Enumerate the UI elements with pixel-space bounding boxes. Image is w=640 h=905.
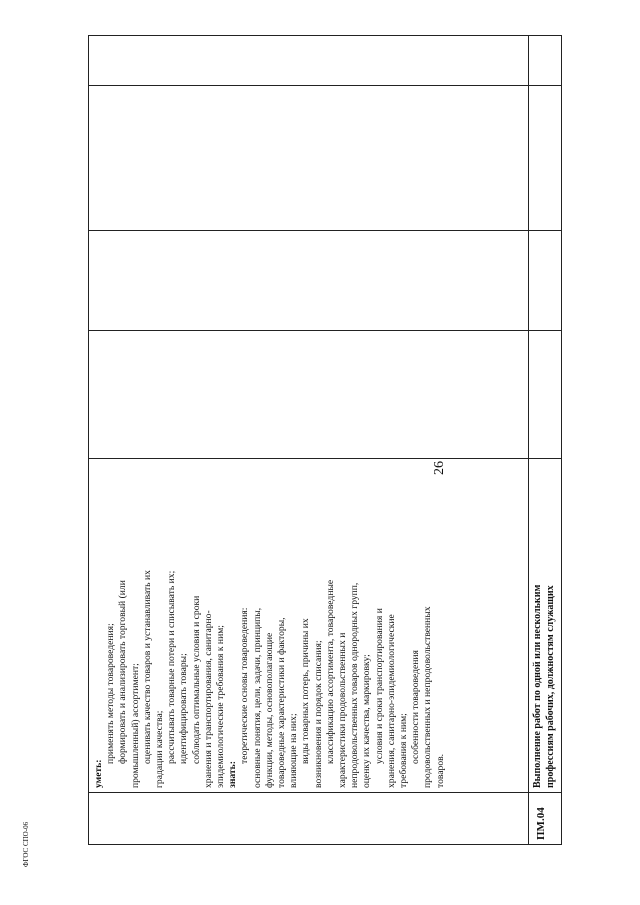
- table-cell: [529, 34, 561, 85]
- module-title: [532, 462, 557, 788]
- module-title-line: профессиям рабочих, должностям служащих: [544, 585, 556, 788]
- knowledge-line: особенности товароведения: [410, 650, 422, 764]
- knowledge-line: оценку их качества, маркировку;: [361, 654, 373, 788]
- table-cell: [529, 85, 561, 230]
- table-cell: [89, 230, 528, 330]
- competency-list: [93, 462, 447, 788]
- table-cell-code: [89, 792, 528, 844]
- skills-line: оценивать качество товаров и устанавливать их: [141, 570, 153, 764]
- table-row: [89, 36, 529, 844]
- knowledge-line: классификацию ассортимента, товароведные: [324, 579, 336, 764]
- knowledge-line: характеристики продовольственных и: [337, 632, 349, 788]
- skills-line: идентифицировать товары;: [178, 653, 190, 764]
- knowledge-line: непродовольственных товаров однородных групп,: [349, 582, 361, 788]
- skills-line: эпидемиологические требования к ним;: [215, 625, 227, 788]
- knowledge-line: основные понятия, цели, задачи, принципы,: [251, 607, 263, 788]
- table-cell: [529, 230, 561, 330]
- page-number: 26: [432, 461, 447, 475]
- skills-heading: уметь:: [93, 759, 104, 788]
- skills-line: соблюдать оптимальные условия и сроки: [190, 595, 202, 764]
- table-cell: [529, 330, 561, 458]
- knowledge-line: возникновения и порядок списания;: [312, 640, 324, 788]
- skills-line: формировать и анализировать торговый (или: [117, 580, 129, 764]
- knowledge-line: условия и сроки транспортирования и: [373, 608, 385, 764]
- table-cell: [89, 330, 528, 458]
- table-row: [529, 36, 561, 844]
- skills-line: градации качества;: [154, 710, 166, 788]
- module-code: ПМ.04: [535, 807, 547, 840]
- skills-line: рассчитывать товарные потери и списывать их;: [166, 570, 178, 764]
- knowledge-line: требования к ним;: [398, 713, 410, 788]
- skills-line: хранения и транспортирования, санитарно-: [202, 610, 214, 788]
- module-title-line: Выполнение работ по одной или нескольким: [532, 584, 543, 788]
- knowledge-line: хранения, санитарно-эпидемиологические: [385, 614, 397, 788]
- skills-line: промышленный) ассортимент;: [129, 663, 141, 788]
- knowledge-line: функции, методы, основополагающие: [263, 632, 275, 788]
- knowledge-line: товароведные характеристики и факторы,: [276, 617, 288, 788]
- knowledge-line: теоретические основы товароведения:: [239, 607, 251, 764]
- knowledge-line: товаров.: [434, 753, 446, 788]
- curriculum-table: [88, 35, 562, 845]
- footer-label: ФГОС СПО-06: [22, 821, 30, 867]
- knowledge-line: виды товарных потерь, причины их: [300, 618, 312, 764]
- table-cell: [89, 85, 528, 230]
- skills-line: применять методы товароведения;: [105, 623, 117, 764]
- table-cell: [89, 34, 528, 85]
- knowledge-line: влияющие на них;: [288, 713, 300, 788]
- knowledge-line: продовольственных и непродовольственных: [422, 606, 434, 788]
- knowledge-heading: знать:: [227, 761, 239, 788]
